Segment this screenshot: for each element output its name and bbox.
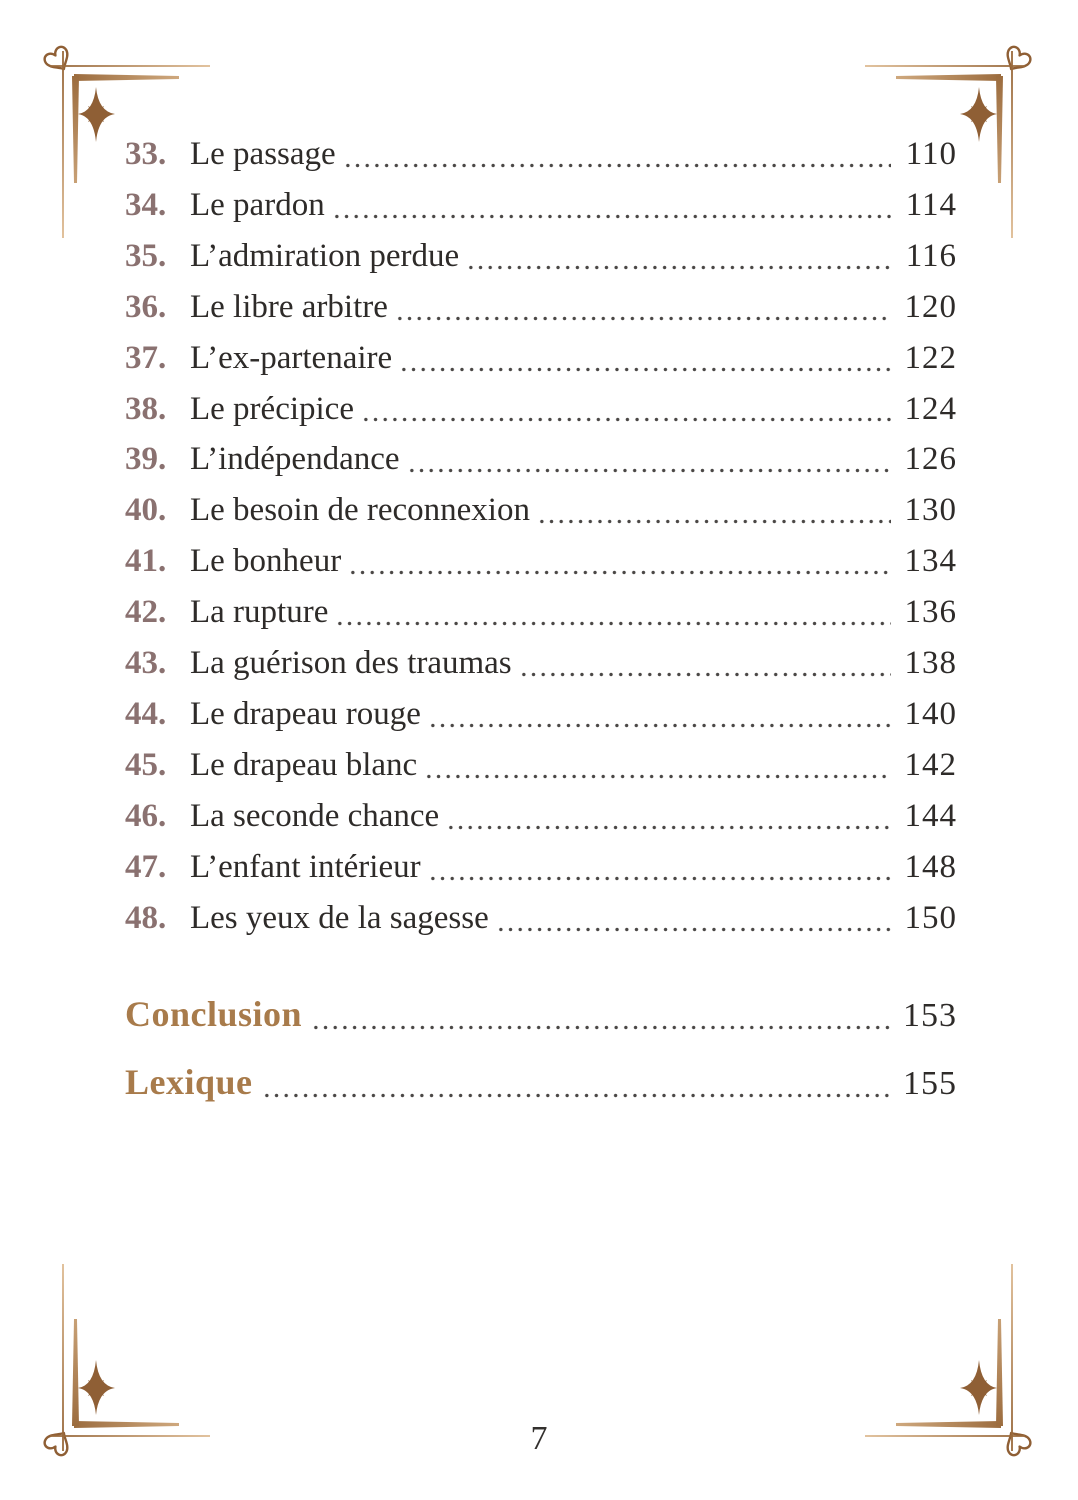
toc-entry-number: 43. [125,645,167,682]
toc-entry-number: 34. [125,186,167,223]
toc-entry-row [125,587,957,638]
toc-entry-number: 37. [125,339,167,376]
toc-entry-number: 33. [125,136,167,172]
toc-entry-page: 130 [904,492,957,529]
thick-horizontal-rule [74,74,179,81]
toc-entry-number: 38. [125,390,167,427]
toc-entry-page: 138 [904,645,957,682]
toc-entry-page: 122 [904,339,957,376]
toc-entry-title: Le besoin de reconnexion [190,492,530,529]
dot-leader [428,721,891,730]
toc-entry-row [125,180,957,231]
sparkle-star-icon [960,87,997,142]
toc-section-title: Lexique [125,1061,253,1102]
toc-entry-title: La guérison des traumas [190,645,512,682]
thick-vertical-rule [72,76,79,183]
dot-leader [428,874,891,883]
dot-leader [446,823,891,832]
toc-entry-row [125,231,957,282]
toc-entry-number: 44. [125,695,167,732]
dot-leader [311,1023,891,1032]
toc-entry-page: 142 [904,746,957,783]
heart-icon [1001,45,1033,76]
toc-section-row [125,981,957,1049]
dot-leader [537,517,891,526]
toc-entry-title: Le précipice [190,390,354,427]
toc-entry-page: 124 [904,390,957,427]
toc-entry-row [125,333,957,384]
toc-list [125,129,957,944]
dot-leader [348,568,891,577]
toc-entry-row [125,689,957,740]
toc-entry-page: 136 [904,594,957,631]
toc-entry-row [125,842,957,893]
toc-entry-row [125,893,957,944]
toc-entry-number: 45. [125,746,167,783]
sparkle-star-icon [78,1360,115,1415]
toc-entry-page: 120 [904,288,957,325]
toc-entry-page: 148 [904,848,957,885]
toc-entry-page: 126 [904,441,957,478]
toc-entry-title: Les yeux de la sagesse [190,899,489,936]
thick-vertical-rule [996,1319,1003,1426]
dot-leader [424,772,891,781]
toc-entry-number: 41. [125,543,167,580]
toc-entry-row [125,129,957,180]
toc-entry-number: 46. [125,797,167,834]
toc-entry-row [125,384,957,435]
toc-entry-page: 134 [904,543,957,580]
dot-leader [332,212,891,221]
toc-section-title: Conclusion [125,993,303,1034]
toc-section-page: 153 [903,996,957,1034]
thick-vertical-rule [996,76,1003,183]
toc-entry-row [125,282,957,333]
toc-entry-title: Le bonheur [190,543,342,580]
toc-section-row [125,1049,957,1117]
toc-entry-title: Le drapeau rouge [190,695,421,732]
toc-section-page: 155 [903,1064,957,1102]
toc-entry-title: Le passage [190,136,336,172]
toc-entry-title: Le drapeau blanc [190,746,418,783]
table-of-contents [125,129,957,1117]
toc-entry-row [125,791,957,842]
sparkle-star-icon [78,87,115,142]
toc-entry-page: 110 [905,136,957,172]
dot-leader [361,415,891,424]
toc-entry-title: L’admiration perdue [190,237,460,274]
toc-entry-number: 39. [125,441,167,478]
toc-entry-title: L’indépendance [190,441,400,478]
toc-entry-title: Le libre arbitre [190,288,388,325]
toc-entry-title: Le pardon [190,186,325,223]
dot-leader [399,365,891,374]
toc-entry-page: 114 [905,186,957,223]
toc-entry-number: 48. [125,899,167,936]
dot-leader [262,1091,891,1100]
dot-leader [466,263,891,272]
dot-leader [395,314,891,323]
thick-horizontal-rule [896,74,1001,81]
toc-entry-row [125,485,957,536]
toc-entry-row [125,740,957,791]
toc-entry-page: 144 [904,797,957,834]
toc-entry-title: La rupture [190,594,329,631]
toc-entry-title: La seconde chance [190,797,440,834]
toc-entry-title: L’enfant intérieur [190,848,421,885]
toc-entry-number: 47. [125,848,167,885]
dot-leader [343,161,891,170]
dot-leader [519,670,891,679]
dot-leader [407,466,891,475]
toc-entry-page: 150 [904,899,957,936]
toc-entry-number: 42. [125,594,167,631]
toc-entry-number: 35. [125,237,167,274]
toc-entry-row [125,536,957,587]
sparkle-star-icon [960,1360,997,1415]
toc-entry-page: 116 [905,237,957,274]
folio-page-number: 7 [530,1420,548,1457]
toc-section-list [125,981,957,1117]
toc-entry-title: L’ex-partenaire [190,339,393,376]
heart-icon [42,45,74,76]
dot-leader [335,619,891,628]
dot-leader [496,925,891,934]
toc-entry-row [125,434,957,485]
toc-entry-row [125,638,957,689]
toc-entry-page: 140 [904,695,957,732]
thick-vertical-rule [72,1319,79,1426]
toc-entry-number: 36. [125,288,167,325]
toc-entry-number: 40. [125,492,167,529]
